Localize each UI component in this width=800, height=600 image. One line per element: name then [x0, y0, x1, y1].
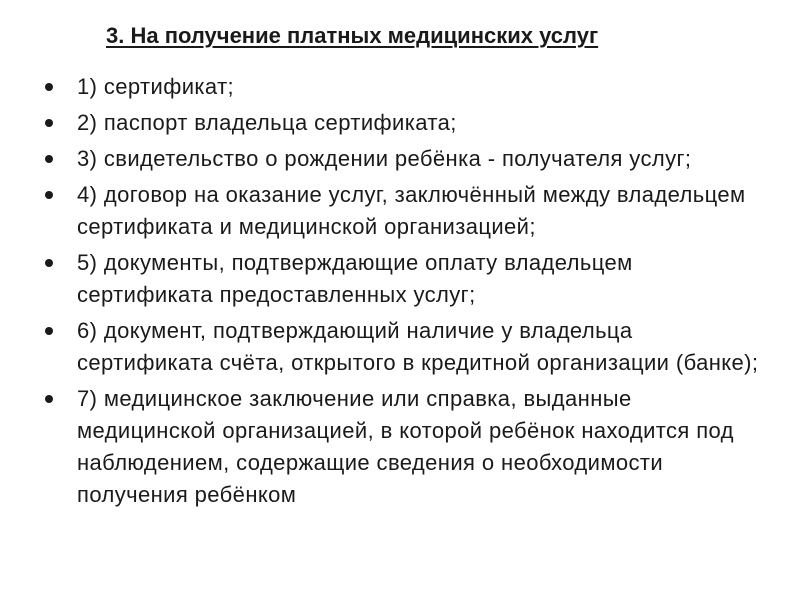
- list-item-text: 7) медицинское заключение или справка, выданные медицинской организацией, в которой ребёнок находится под наблюдением, содержащие сведения о необходимости получения ребёнком: [77, 386, 734, 507]
- list-item: [42, 179, 772, 243]
- list-item: [42, 383, 772, 511]
- list-item-text: 6) документ, подтверждающий наличие у владельца сертификата счёта, открытого в кредитной организации (банке);: [77, 318, 759, 375]
- bullet-icon: [45, 83, 53, 91]
- list-item: [42, 247, 772, 311]
- list-item-text: 2) паспорт владельца сертификата;: [77, 110, 457, 135]
- list-item: [42, 107, 772, 139]
- document-list: [42, 71, 772, 515]
- list-item: [42, 143, 772, 175]
- list-item-text: 3) свидетельство о рождении ребёнка - получателя услуг;: [77, 146, 692, 171]
- bullet-icon: [45, 155, 53, 163]
- slide-title: 3. На получение платных медицинских услуг: [106, 23, 599, 48]
- list-item: [42, 71, 772, 103]
- bullet-icon: [45, 259, 53, 267]
- list-item-text: 4) договор на оказание услуг, заключённый между владельцем сертификата и медицинской организацией;: [77, 182, 746, 239]
- list-item-text: 1) сертификат;: [77, 74, 235, 99]
- list-item-text: 5) документы, подтверждающие оплату владельцем сертификата предоставленных услуг;: [77, 250, 633, 307]
- bullet-icon: [45, 395, 53, 403]
- bullet-icon: [45, 119, 53, 127]
- bullet-icon: [45, 191, 53, 199]
- bullet-icon: [45, 327, 53, 335]
- list-item: [42, 315, 772, 379]
